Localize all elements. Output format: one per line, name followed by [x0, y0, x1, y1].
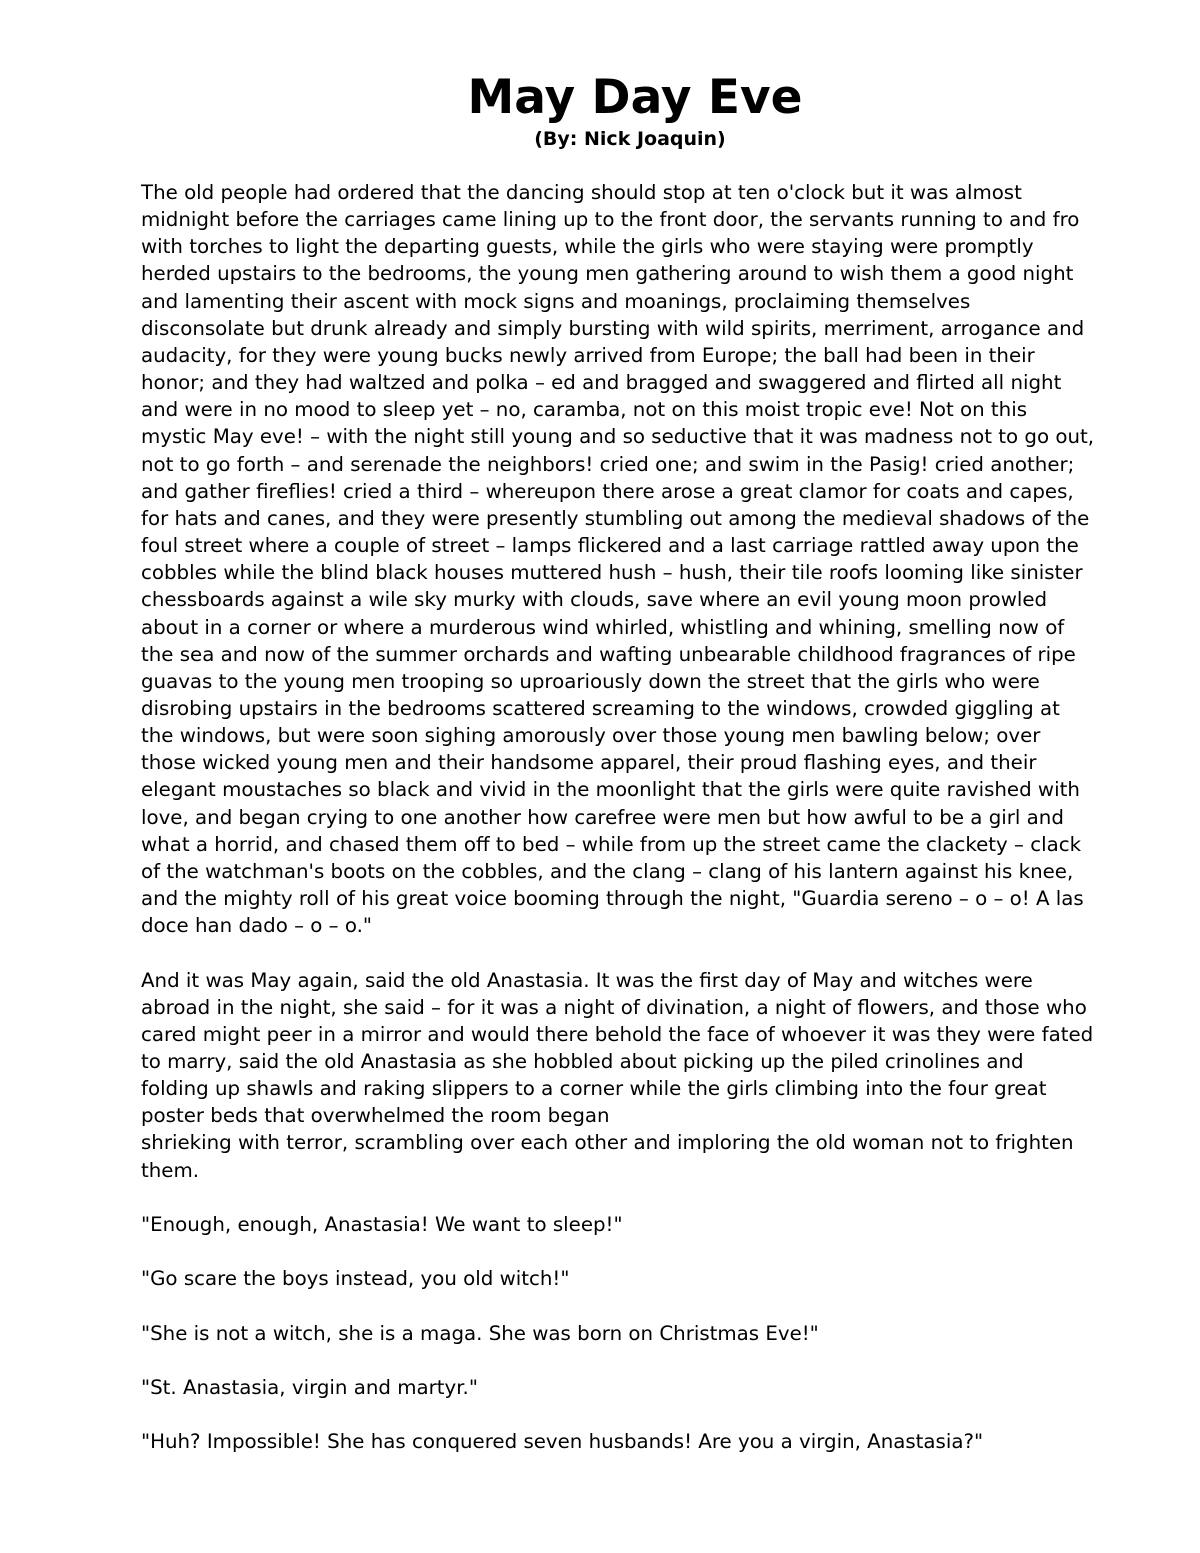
text-line: of the watchman's boots on the cobbles, and the clang – clang of his lantern against his knee, — [141, 859, 1074, 883]
text-line: the sea and now of the summer orchards and wafting unbearable childhood fragrances of ripe — [141, 642, 1076, 666]
text-line: them. — [141, 1158, 200, 1182]
text-line: foul street where a couple of street – lamps flickered and a last carriage rattled away upon the — [141, 534, 1079, 558]
text-line: disrobing upstairs in the bedrooms scattered screaming to the windows, crowded giggling at — [141, 696, 1060, 720]
text-line: "She is not a witch, she is a maga. She was born on Christmas Eve!" — [141, 1321, 819, 1345]
text-line: about in a corner or where a murderous wind whirled, whistling and whining, smelling now of — [141, 615, 1065, 639]
text-line: honor; and they had waltzed and polka – ed and bragged and swaggered and flirted all night — [141, 371, 1062, 395]
text-line: folding up shawls and raking slippers to a corner while the girls climbing into the four great — [141, 1077, 1047, 1101]
text-line: and were in no mood to sleep yet – no, caramba, not on this moist tropic eve! Not on this — [141, 398, 1028, 422]
text-line: what a horrid, and chased them off to bed – while from up the street came the clackety – clack — [141, 832, 1082, 856]
text-line: And it was May again, said the old Anastasia. It was the first day of May and witches were — [141, 968, 1033, 992]
text-line: guavas to the young men trooping so uproariously down the street that the girls who were — [141, 669, 1040, 693]
dialogue-line — [141, 1374, 1141, 1401]
text-line: audacity, for they were young bucks newly arrived from Europe; the ball had been in their — [141, 343, 1035, 367]
text-line: doce han dado – o – o." — [141, 914, 372, 938]
text-line: not to go forth – and serenade the neighbors! cried one; and swim in the Pasig! cried another; — [141, 452, 1075, 476]
text-line: The old people had ordered that the dancing should stop at ten o'clock but it was almost — [141, 181, 1022, 204]
text-line: midnight before the carriages came lining up to the front door, the servants running to and fro — [141, 208, 1080, 232]
paragraph-2 — [141, 967, 1141, 1184]
text-line: for hats and canes, and they were presently stumbling out among the medieval shadows of the — [141, 506, 1090, 530]
text-line: "Go scare the boys instead, you old witch!" — [141, 1267, 570, 1291]
text-line: cared might peer in a mirror and would there behold the face of whoever it was they were fated — [141, 1022, 1094, 1046]
text-line: herded upstairs to the bedrooms, the young men gathering around to wish them a good night — [141, 262, 1074, 286]
text-line: "Huh? Impossible! She has conquered seven husbands! Are you a virgin, Anastasia?" — [141, 1430, 984, 1454]
text-line: poster beds that overwhelmed the room began — [141, 1104, 610, 1128]
author-line: (By: Nick Joaquin) — [534, 128, 726, 150]
text-line: with torches to light the departing guests, while the girls who were staying were promptly — [141, 235, 1034, 259]
text-line: disconsolate but drunk already and simply bursting with wild spirits, merriment, arrogance and — [141, 316, 1085, 340]
dialogue-line — [141, 1428, 1141, 1455]
text-line: love, and began crying to one another how carefree were men but how awful to be a girl and — [141, 805, 1064, 829]
text-line: those wicked young men and their handsome apparel, their proud flashing eyes, and their — [141, 751, 1037, 775]
text-line: to marry, said the old Anastasia as she hobbled about picking up the piled crinolines and — [141, 1049, 1024, 1073]
text-line: elegant moustaches so black and vivid in the moonlight that the girls were quite ravished with — [141, 778, 1080, 802]
text-line: and lamenting their ascent with mock signs and moanings, proclaiming themselves — [141, 289, 971, 313]
story-body — [141, 179, 1141, 1482]
text-line: "Enough, enough, Anastasia! We want to sleep!" — [141, 1212, 623, 1236]
text-line: chessboards against a wile sky murky with clouds, save where an evil young moon prowled — [141, 588, 1048, 612]
document-title: May Day Eve — [467, 70, 803, 125]
text-line: "St. Anastasia, virgin and martyr." — [141, 1375, 478, 1399]
text-line: cobbles while the blind black houses muttered hush – hush, their tile roofs looming like sinister — [141, 561, 1083, 585]
dialogue-line — [141, 1211, 1141, 1238]
paragraph-1 — [141, 179, 1141, 939]
text-line: mystic May eve! – with the night still young and so seductive that it was madness not to go out, — [141, 425, 1095, 449]
text-line: and gather fireflies! cried a third – whereupon there arose a great clamor for coats and capes, — [141, 479, 1074, 503]
text-line: shrieking with terror, scrambling over each other and imploring the old woman not to frighten — [141, 1131, 1074, 1155]
dialogue-line — [141, 1265, 1141, 1292]
text-line: abroad in the night, she said – for it was a night of divination, a night of flowers, and those who — [141, 995, 1087, 1019]
dialogue-line — [141, 1320, 1141, 1347]
text-line: and the mighty roll of his great voice booming through the night, "Guardia sereno – o – o! A las — [141, 887, 1084, 911]
text-line: the windows, but were soon sighing amorously over those young men bawling below; over — [141, 724, 1041, 748]
